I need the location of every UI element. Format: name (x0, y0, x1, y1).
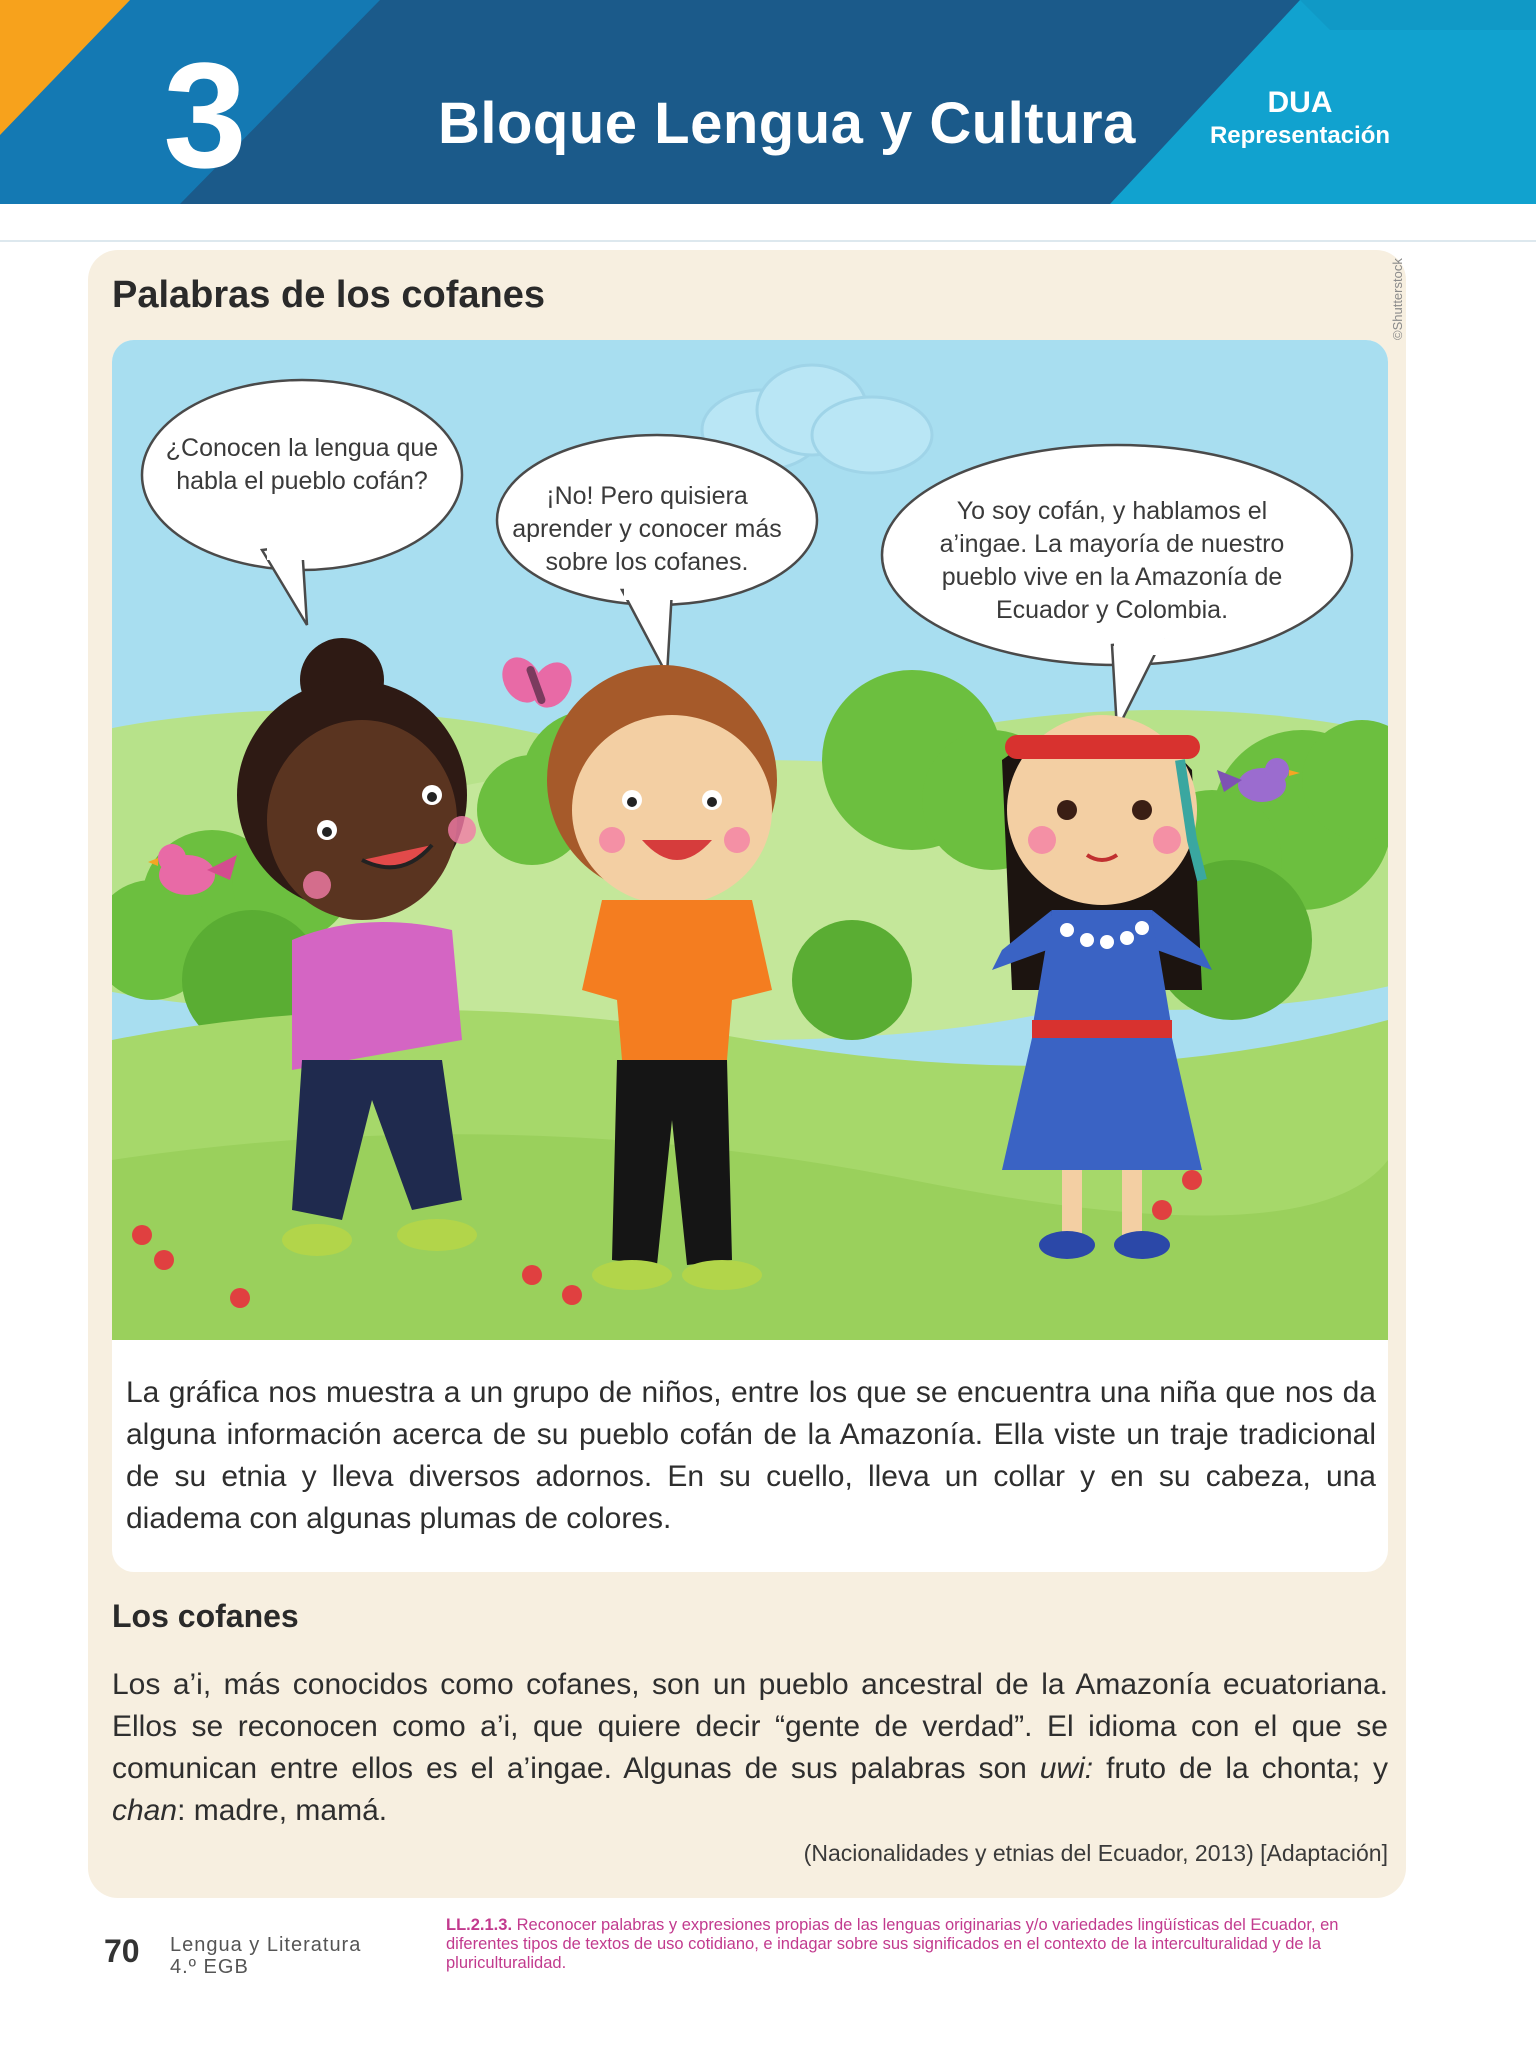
header-divider (0, 240, 1536, 242)
word-uwi: uwi: (1039, 1752, 1094, 1785)
illustration-description: La gráfica nos muestra a un grupo de niños, entre los que se encuentra una niña que nos da alguna información acerca de su pueblo cofán de la Amazonía. Ella viste un traje tradicional de su etnia y lleva diversos adornos. En su cuello, lleva un collar y en su cabeza, una diadema con algunas plumas de colores. (126, 1376, 1376, 1535)
page-number: 70 (104, 1933, 140, 1969)
grade-level: 4.º EGB (170, 1956, 249, 1978)
block-number: 3 (163, 31, 247, 199)
speech-bubble-2: ¡No! Pero quisiera aprender y conocer más sobre los cofanes. (512, 482, 782, 576)
cofanes-text-2: fruto de la chonta; y (1093, 1752, 1388, 1785)
skill-text: Reconocer palabras y expresiones propias de las lenguas originarias y/o variedades lingüísticas del Ecuador, en diferentes tipos de textos de uso cotidiano, e indagar sobre sus significados en el contexto de la interculturalidad y de la pluriculturalidad. (446, 1916, 1339, 1972)
cofanes-text-3: : madre, mamá. (177, 1794, 388, 1827)
speech-bubble-1: ¿Conocen la lengua que habla el pueblo cofán? (165, 434, 439, 495)
subject-name: Lengua y Literatura (170, 1934, 362, 1956)
chapter-header (0, 0, 1536, 204)
dua-label: DUA (1267, 86, 1333, 119)
cofanes-title: Los cofanes (112, 1598, 299, 1634)
source-citation: (Nacionalidades y etnias del Ecuador, 2013) [Adaptación] (803, 1840, 1388, 1866)
diadem-icon (1005, 735, 1200, 759)
block-title: Bloque Lengua y Cultura (438, 91, 1136, 156)
dua-subtitle: Representación (1209, 122, 1391, 149)
skill-code: LL.2.1.3. (446, 1916, 513, 1934)
word-chan: chan (112, 1794, 178, 1827)
section-title: Palabras de los cofanes (112, 274, 545, 316)
image-credit: ©Shutterstock (1390, 258, 1405, 340)
speech-bubble-3: Yo soy cofán, y hablamos el a’ingae. La mayoría de nuestro pueblo vive en la Amazonía de Ecuador y Colombia. (939, 497, 1285, 624)
skill-standard (446, 1916, 1386, 1973)
cofanes-paragraph (112, 1664, 1388, 1832)
cofanes-text-1: Los a’i, más conocidos como cofanes, son un pueblo ancestral de la Amazonía ecuatoriana. Ellos se reconocen como a’i, que quiere decir “gente de verdad”. El idioma con el que se comunican entre ellos es el a’ingae. Algunas de sus palabras son (112, 1668, 1388, 1785)
